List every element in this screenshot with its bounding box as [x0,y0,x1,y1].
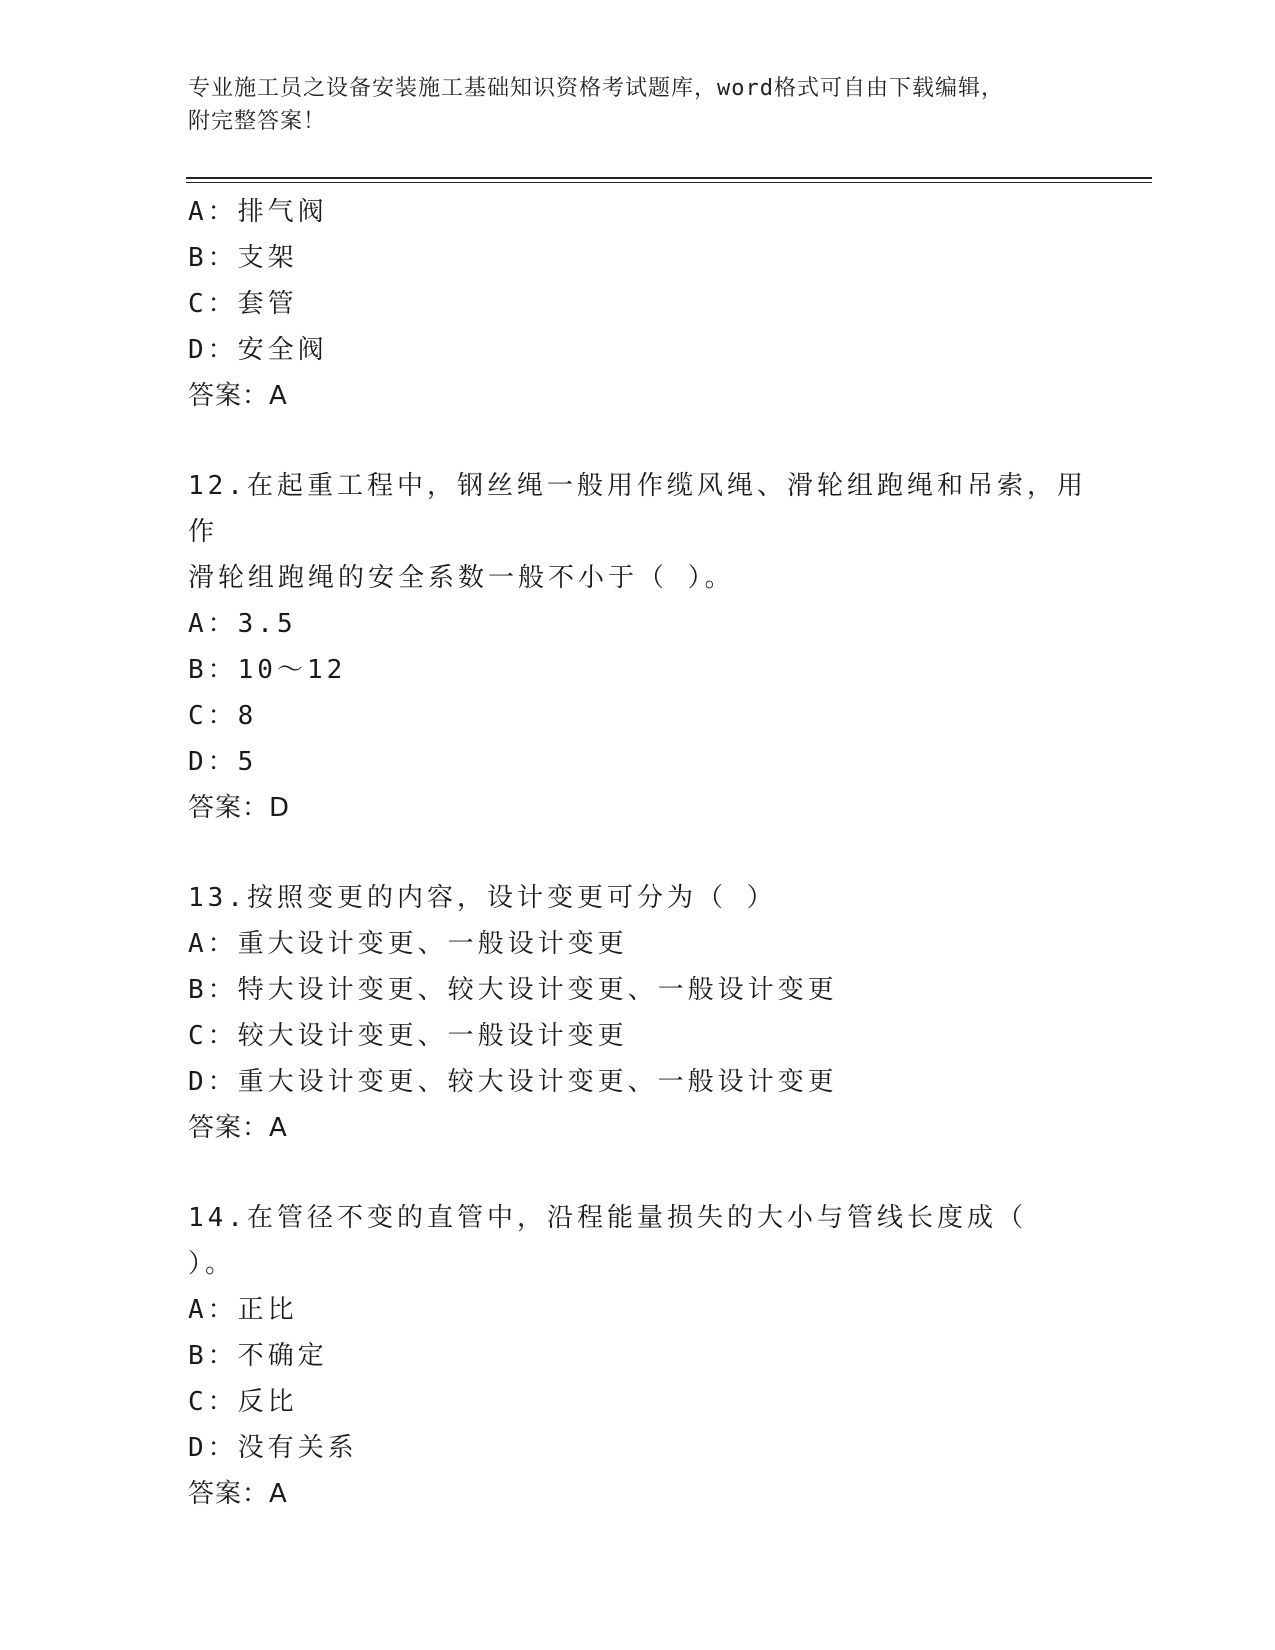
question-12 [188,463,1088,831]
question-stem-line: 13.按照变更的内容，设计变更可分为（ ） [188,883,777,913]
question-13 [188,875,1088,1151]
question-stem [188,463,1088,601]
question-stem-line: 14.在管径不变的直管中，沿程能量损失的大小与管线长度成（ ）。 [188,1203,1027,1279]
answer-line: 答案：A [188,1479,288,1509]
question-stem-line: 滑轮组跑绳的安全系数一般不小于（ ）。 [188,563,735,593]
header-divider-thick [186,177,1152,179]
option-b: B：10～12 [188,655,347,685]
answer-line: 答案：A [188,1113,288,1143]
option-a: A：正比 [188,1295,298,1325]
question-content [188,189,1088,1517]
option-c: C：反比 [188,1387,298,1417]
question-11-continuation [188,189,1088,419]
option-d: D：没有关系 [188,1433,358,1463]
header-divider-thin [186,182,1152,183]
question-stem [188,1195,1088,1287]
option-a: A：3.5 [188,609,297,639]
option-d: D：安全阀 [188,335,328,365]
answer-line: 答案：A [188,381,288,411]
option-b: B：支架 [188,243,298,273]
header-line-2: 附完整答案！ [188,109,327,134]
option-c: C：套管 [188,289,298,319]
option-d: D：5 [188,747,258,777]
question-14 [188,1195,1088,1517]
option-b: B：特大设计变更、较大设计变更、一般设计变更 [188,975,838,1005]
option-c: C：8 [188,701,258,731]
option-a: A：重大设计变更、一般设计变更 [188,929,628,959]
document-header [188,72,1088,138]
question-stem [188,875,1088,921]
option-d: D：重大设计变更、较大设计变更、一般设计变更 [188,1067,838,1097]
option-c: C：较大设计变更、一般设计变更 [188,1021,628,1051]
option-b: B：不确定 [188,1341,328,1371]
header-line-1: 专业施工员之设备安装施工基础知识资格考试题库，word格式可自由下载编辑， [188,76,1004,101]
answer-line: 答案：D [188,793,291,823]
question-stem-line: 12.在起重工程中，钢丝绳一般用作缆风绳、滑轮组跑绳和吊索，用作 [188,471,1087,547]
option-a: A：排气阀 [188,197,328,227]
